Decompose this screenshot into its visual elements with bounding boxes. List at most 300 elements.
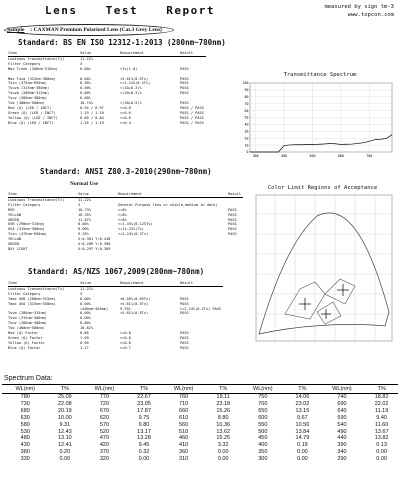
y-tick-label: 20 xyxy=(244,136,249,141)
table-cell: 600 xyxy=(258,414,268,421)
table-cell: 22.02 xyxy=(374,400,389,407)
table-cell: GREEN xyxy=(8,217,19,222)
table-cell: 10.74% xyxy=(80,101,93,106)
table-cell: 770 xyxy=(99,394,110,400)
table-cell: 530 xyxy=(20,428,30,435)
table-cell: <(10+0.3)% xyxy=(120,86,142,91)
y-tick-label: 10 xyxy=(244,143,249,148)
table-cell: 9.31 xyxy=(59,421,71,428)
table-cell: PASS xyxy=(180,91,189,96)
column-header: Result xyxy=(180,51,206,56)
table-cell: >=0.6 xyxy=(120,335,131,340)
table-cell: 730 xyxy=(20,400,30,407)
table-cell: >=8% xyxy=(118,217,127,222)
table-cell xyxy=(118,247,228,252)
website-text: www.topcon.com xyxy=(347,12,394,18)
table-cell: 10.35% xyxy=(78,212,91,217)
measured-by-block xyxy=(324,3,394,19)
table-cell: 690 xyxy=(337,400,347,407)
table-cell: >=0.8 xyxy=(120,331,131,336)
table-cell: 490 xyxy=(337,428,347,435)
table-cell: 11.19 xyxy=(374,407,389,414)
table-cell: Green (Q) Factor xyxy=(8,335,43,340)
table-cell: YELLOW xyxy=(8,237,21,242)
table-cell: 360 xyxy=(179,449,189,456)
table-cell: 25.09 xyxy=(57,394,72,400)
table-cell: 0.00% xyxy=(80,301,91,306)
table-cell: 9.35% xyxy=(78,232,89,237)
table-cell: 0.00 xyxy=(217,449,229,456)
table-cell: 0.86 xyxy=(80,331,89,336)
table-cell: Filter Category xyxy=(8,291,41,296)
table-cell: 610 xyxy=(179,414,189,421)
table-cell: PASS xyxy=(228,217,237,222)
measured-by-text: measured by sign tm-3 xyxy=(324,4,394,10)
table-row xyxy=(2,394,398,401)
table-cell: Tmax UVA (315nm~350nm) xyxy=(8,301,56,306)
table-cell: PASS xyxy=(180,101,189,106)
table-cell: PASS xyxy=(180,296,189,301)
table-cell: 0.00% xyxy=(80,91,91,96)
table-cell: PASS xyxy=(228,212,237,217)
table-cell: PASS xyxy=(228,222,237,227)
table-cell: 11.87% xyxy=(78,217,91,222)
table-cell: 11.60 xyxy=(374,421,389,428)
column-header: T% xyxy=(48,385,81,394)
table-cell: 680 xyxy=(20,407,30,414)
table-cell: Max Trunk (280nm~315nm) xyxy=(8,66,58,71)
sample-label: Sample xyxy=(7,27,25,33)
table-cell: 650 xyxy=(258,407,268,414)
table-cell: Filter Category xyxy=(8,61,41,66)
table-cell: 1.19 / 1.10 xyxy=(80,110,104,115)
table-cell: 330 xyxy=(20,456,30,463)
table-cell: 460 xyxy=(179,435,189,442)
table-cell: 11.22% xyxy=(80,286,93,291)
table-cell: Tsb (380nm~500nm) xyxy=(8,101,45,106)
table-cell: >=0.7 xyxy=(120,345,131,350)
table-cell: >=0.8 xyxy=(120,105,131,110)
table-cell: 670 xyxy=(99,407,110,414)
table-cell: Luminous Transmittance(Tv) xyxy=(8,197,65,202)
table-cell: 13.82 xyxy=(374,435,389,442)
table-cell: Tuvb (280nm~315nm) xyxy=(8,311,47,316)
table-cell: PASS xyxy=(180,66,189,71)
table-cell: 520 xyxy=(99,428,110,435)
column-header: Result xyxy=(180,281,223,286)
table-cell: 15.25 xyxy=(216,435,231,442)
table-cell: 0.00% xyxy=(80,316,91,321)
table-cell: 9.40 xyxy=(376,414,387,421)
table-cell: 9.67 xyxy=(297,414,308,421)
table-cell: 550 xyxy=(258,421,268,428)
table-cell: Filter Category xyxy=(8,202,41,207)
table-cell: 23.02 xyxy=(295,400,310,407)
x-tick-label: 500 xyxy=(309,154,316,158)
table-cell: 370 xyxy=(99,449,110,456)
table-cell: 560 xyxy=(179,421,189,428)
table-cell: >=2.24%(0.2Tv) xyxy=(118,232,149,237)
table-cell: 0.00 xyxy=(217,456,229,463)
sample-line xyxy=(7,27,162,33)
table-cell: <(10+0.3)% xyxy=(120,91,142,96)
table-cell: 340 xyxy=(337,449,347,456)
chroma-chart-title: Color Limit Regions of Acceptance xyxy=(267,185,378,191)
table-cell: 15.26 xyxy=(216,407,231,414)
table-cell: 540 xyxy=(337,421,347,428)
color-limit-chart xyxy=(255,194,393,342)
table-cell: 22.08 xyxy=(57,400,72,407)
table-cell: 13.15 xyxy=(295,407,310,414)
table-cell: 11.22% xyxy=(80,56,93,61)
table-cell: 3 xyxy=(80,291,83,296)
x-tick-label: 600 xyxy=(337,154,344,158)
table-cell: Tsin (475nm~650nm) xyxy=(8,81,47,86)
y-tick-label: 50 xyxy=(244,115,249,120)
table-cell: 22.67 xyxy=(137,394,151,400)
table-cell: 0.32 xyxy=(138,449,150,456)
table-cell: (400nm~450nm) xyxy=(80,306,109,311)
ansi-standard-title: Standard: ANSI Z80.3-2010(290nm~780nm) xyxy=(40,167,212,176)
y-tick-label: 90 xyxy=(244,88,249,93)
table-cell: 700 xyxy=(258,400,268,407)
table-cell: X:0.381 Y:0.418 xyxy=(78,237,111,242)
table-cell: PASS xyxy=(228,227,237,232)
column-header: WL(nm) xyxy=(240,385,286,394)
spectrum-data-title: Spectrum Data: xyxy=(4,375,53,382)
table-cell: 9.33% xyxy=(120,306,131,311)
column-header: T% xyxy=(128,385,161,394)
table-row xyxy=(2,415,398,422)
table-cell: 0.94 / 0.97 xyxy=(80,105,104,110)
table-cell: X:0.289 Y:0.390 xyxy=(78,242,111,247)
table-cell: PASS xyxy=(180,340,189,345)
column-header: Item xyxy=(8,281,80,286)
table-cell: 1.17 xyxy=(80,345,89,350)
table-cell: 0.00 xyxy=(376,449,387,456)
table-cell: Tsuv (280nm~380nm) xyxy=(8,96,47,101)
table-cell: 13.10 xyxy=(57,435,72,442)
table-cell: 1.26 / 1.19 xyxy=(80,120,104,125)
table-cell: 310 xyxy=(179,456,189,463)
table-cell: 590 xyxy=(337,414,347,421)
column-header: WL(nm) xyxy=(81,385,127,394)
table-cell: Tmax UVB (280nm~315nm) xyxy=(8,296,56,301)
table-cell: 10.00 xyxy=(57,414,72,421)
table-cell: 13.28 xyxy=(137,435,151,442)
table-cell: PASS xyxy=(180,86,189,91)
table-cell: PASS xyxy=(228,207,237,212)
table-cell: 0.00% xyxy=(80,86,91,91)
table-cell: Luminous Transmittance(Tv) xyxy=(8,286,65,291)
table-cell: 12.41 xyxy=(57,442,72,449)
table-cell: 750 xyxy=(258,394,268,400)
table-cell: Blue (Q) Factor xyxy=(8,345,41,350)
table-cell: 0.13 xyxy=(376,442,387,449)
table-cell: 640 xyxy=(337,407,347,414)
table-cell: <Tv(1.0) xyxy=(120,66,138,71)
transmittance-series-line xyxy=(250,135,392,152)
table-cell: PASS xyxy=(180,331,189,336)
table-cell: >=0.6 xyxy=(120,110,131,115)
table-row xyxy=(2,408,398,415)
column-header: T% xyxy=(286,385,319,394)
table-cell: 11.22% xyxy=(78,197,91,202)
table-cell: 18.82 xyxy=(374,394,389,400)
table-cell: 0.00% xyxy=(80,311,91,316)
table-cell: 9.75 xyxy=(138,414,150,421)
chroma-grid xyxy=(256,195,392,341)
asnzs-standard-title: Standard: AS/NZS 1067,2009(280nm~780nm) xyxy=(28,267,205,276)
table-cell: Yellow (Q) (LED / INCT) xyxy=(8,115,58,120)
column-header: Result xyxy=(228,192,241,196)
table-cell: 3 xyxy=(78,202,81,207)
table-cell: <=11.22%(Tv) xyxy=(118,227,144,232)
title-word: Report xyxy=(166,4,215,17)
table-cell: GREEN xyxy=(8,242,19,247)
x-tick-label: 400 xyxy=(281,154,288,158)
y-tick-label: 40 xyxy=(244,122,249,127)
table-cell: >=0.6 xyxy=(120,115,131,120)
table-cell: 0.00% xyxy=(80,296,91,301)
table-cell: 0.19 xyxy=(297,442,308,449)
table-cell: Blue (Q) (LED / INCT) xyxy=(8,120,54,125)
table-cell: 23.18 xyxy=(216,400,231,407)
asnzs-results-table xyxy=(8,281,223,351)
table-row xyxy=(2,422,398,429)
column-header: Item xyxy=(8,51,80,56)
table-row xyxy=(8,121,206,126)
table-cell: 8.80 xyxy=(217,414,229,421)
column-header: Requirement xyxy=(118,192,228,197)
y-tick-label: 70 xyxy=(244,101,249,106)
table-cell: 380 xyxy=(20,449,30,456)
table-cell: UVB (290nm~315nm) xyxy=(8,222,45,227)
y-tick-label: 0 xyxy=(246,150,249,155)
table-row xyxy=(2,401,398,408)
table-cell: Yellow (Q) Factor xyxy=(8,340,45,345)
table-cell: 410 xyxy=(179,442,189,449)
table-cell: Red (Q) Factor xyxy=(8,331,39,336)
table-row xyxy=(2,429,398,436)
table-cell: 480 xyxy=(20,435,30,442)
table-cell: 0.20 xyxy=(59,449,71,456)
table-cell xyxy=(228,247,243,252)
table-cell: 0.80 / 0.84 xyxy=(80,115,104,120)
table-cell: PASS xyxy=(180,335,189,340)
table-cell: Tuva (315nm~400nm) xyxy=(8,316,47,321)
title-word: Lens xyxy=(45,4,78,17)
table-row xyxy=(8,346,223,351)
table-row xyxy=(2,435,398,442)
table-cell: 23.05 xyxy=(137,400,151,407)
acceptance-region-yellow xyxy=(325,279,355,304)
measured-point-markers xyxy=(299,284,349,319)
table-cell: 8.38% xyxy=(80,81,91,86)
table-cell: >=0.8 xyxy=(120,340,131,345)
table-cell: UVA (315nm~380nm) xyxy=(8,227,45,232)
table-cell: <5.61%(0.5Tv) xyxy=(120,301,149,306)
column-header: Value xyxy=(78,192,118,197)
x-tick-label: 700 xyxy=(366,154,373,158)
column-header: Requirement xyxy=(120,281,180,286)
table-cell: 9.80 xyxy=(138,421,150,428)
table-row xyxy=(8,247,243,252)
table-cell: >=8% xyxy=(118,212,127,217)
table-cell: 3.32 xyxy=(217,442,229,449)
table-cell: 620 xyxy=(99,414,110,421)
table-cell: 20.19 xyxy=(57,407,72,414)
table-cell: Tsuv (280nm~400nm) xyxy=(8,321,47,326)
table-cell: PASS / PASS xyxy=(180,110,204,115)
sample-value: : CAXMAN Premium Polarized Lens (Cat.3 Grey Lens) xyxy=(30,27,162,33)
table-cell: 0.00 xyxy=(59,456,71,463)
table-cell: 470 xyxy=(99,435,110,442)
table-cell: PASS xyxy=(180,76,189,81)
column-header: T% xyxy=(365,385,398,394)
table-cell: >=8% xyxy=(118,207,127,212)
table-cell: 13.84 xyxy=(295,428,310,435)
table-cell: 660 xyxy=(179,407,189,414)
table-cell: 0.90 xyxy=(80,340,89,345)
table-cell: 17.87 xyxy=(137,407,151,414)
spectral-locus xyxy=(259,213,389,334)
table-cell: 0.00% xyxy=(78,222,89,227)
table-cell: Tsb (400nm~500nm) xyxy=(8,326,45,331)
table-row xyxy=(2,456,398,463)
title-word: Test xyxy=(105,4,139,17)
column-header: WL(nm) xyxy=(2,385,48,394)
table-cell: 0.00% xyxy=(80,66,91,71)
table-cell: PASS xyxy=(228,232,237,237)
table-cell: X:0.297 Y:0.309 xyxy=(78,246,111,251)
table-cell: Tsuvb (280nm~315nm) xyxy=(8,91,50,96)
table-cell: 13.67 xyxy=(374,428,389,435)
column-header: Value xyxy=(80,281,120,286)
report-title xyxy=(0,4,260,17)
table-cell: 0.00 xyxy=(297,456,308,463)
column-header: WL(nm) xyxy=(319,385,365,394)
table-row xyxy=(2,449,398,456)
y-tick-label: 30 xyxy=(244,129,249,134)
table-cell: 0.00% xyxy=(80,321,91,326)
table-cell: 710 xyxy=(179,400,189,407)
table-cell: YELLOW xyxy=(8,212,21,217)
table-cell: 0.00 xyxy=(297,449,308,456)
table-cell: 10.56 xyxy=(295,421,310,428)
acceptance-region-daylight xyxy=(317,302,341,324)
table-row xyxy=(2,442,398,449)
table-cell: 1.09 xyxy=(80,335,89,340)
table-cell: 720 xyxy=(99,400,110,407)
table-cell: 740 xyxy=(337,394,347,400)
table-cell: PASS xyxy=(180,345,189,350)
table-cell: 420 xyxy=(99,442,110,449)
y-tick-label: 100 xyxy=(242,81,249,86)
table-cell: 760 xyxy=(179,394,189,400)
table-cell: 450 xyxy=(258,435,268,442)
table-cell: >=2.24%(0.2Tv) xyxy=(120,81,151,86)
table-cell: 0.00 xyxy=(138,456,150,463)
table-cell: PASS / PASS xyxy=(180,115,204,120)
table-cell: Green (Q) (LED / INCT) xyxy=(8,110,56,115)
x-tick-label: 300 xyxy=(252,154,259,158)
en-standard-title: Standard: BS EN ISO 12312-1:2013 (280nm~780nm) xyxy=(18,38,226,47)
table-cell: 12.43 xyxy=(57,428,72,435)
table-cell: 10.73% xyxy=(78,207,91,212)
table-cell: Red (Q) (LED / INCT) xyxy=(8,105,52,110)
table-cell: 510 xyxy=(179,428,189,435)
table-cell: Luminous Transmittance(Tv) xyxy=(8,56,65,61)
table-cell: 0.00% xyxy=(78,227,89,232)
transmittance-chart xyxy=(236,80,396,162)
table-cell: 19.11 xyxy=(216,394,230,400)
table-cell: RED xyxy=(8,207,15,212)
table-cell: 780 xyxy=(20,394,30,400)
table-cell: <5.61%(0.5Tv) xyxy=(120,76,149,81)
table-cell: <5.61%(0.5Tv) xyxy=(120,311,149,316)
table-cell: 500 xyxy=(258,428,268,435)
column-header: Item xyxy=(8,192,78,197)
en-results-table xyxy=(8,51,206,126)
table-cell: 10.36 xyxy=(216,421,231,428)
table-cell: 10.82% xyxy=(80,326,93,331)
table-cell: PASS xyxy=(180,81,189,86)
spectrum-data-table xyxy=(2,384,398,463)
table-cell: Max Tuva (315nm~380nm) xyxy=(8,76,56,81)
ansi-subtitle: Normal Use xyxy=(70,181,98,187)
table-cell: <(30+0.5)% xyxy=(120,101,142,106)
table-cell: PASS / PASS xyxy=(180,120,204,125)
table-cell: 300 xyxy=(258,456,268,463)
table-cell: 14.06 xyxy=(295,394,310,400)
table-cell: General Purpose lens or shield,medium to dark) xyxy=(118,202,218,207)
y-tick-label: 60 xyxy=(244,108,249,113)
column-header: WL(nm) xyxy=(160,385,206,394)
table-cell: 350 xyxy=(258,449,268,456)
table-cell: >=0.4 xyxy=(120,120,131,125)
column-header: T% xyxy=(207,385,240,394)
table-cell: Tsuva (315nm~380nm) xyxy=(8,86,50,91)
table-cell: 13.62 xyxy=(216,428,231,435)
table-cell: 430 xyxy=(20,442,30,449)
transmittance-chart-title: Transmittance Spectrum xyxy=(283,72,357,78)
table-cell: 14.79 xyxy=(295,435,310,442)
table-cell: 580 xyxy=(20,421,30,428)
table-cell: Tsin (475nm~650nm) xyxy=(8,232,47,237)
table-cell: DAY LIGHT xyxy=(8,246,28,251)
table-cell: PASS xyxy=(180,301,189,306)
table-cell: PASS / PASS xyxy=(180,105,204,110)
table-cell: 630 xyxy=(20,414,30,421)
table-cell: 570 xyxy=(99,421,110,428)
table-cell: 400 xyxy=(258,442,268,449)
table-cell: <=1.45%(0.125Tv) xyxy=(118,222,153,227)
table-cell: 13.17 xyxy=(137,428,151,435)
table-cell: 9.45 xyxy=(138,442,150,449)
ansi-results-table xyxy=(8,192,243,252)
table-cell: <0.56%(0.05Tv) xyxy=(120,296,151,301)
column-header: Requirement xyxy=(120,51,180,56)
table-cell: PASS xyxy=(180,311,189,316)
table-cell: 0.00 xyxy=(376,456,387,463)
column-header: Value xyxy=(80,51,120,56)
table-cell: 0.00% xyxy=(80,96,91,101)
table-cell: 290 xyxy=(337,456,347,463)
table-cell: 440 xyxy=(337,435,347,442)
table-cell: 320 xyxy=(99,456,110,463)
table-cell: >=2.24%(0.2Tv) PASS xyxy=(180,306,222,311)
